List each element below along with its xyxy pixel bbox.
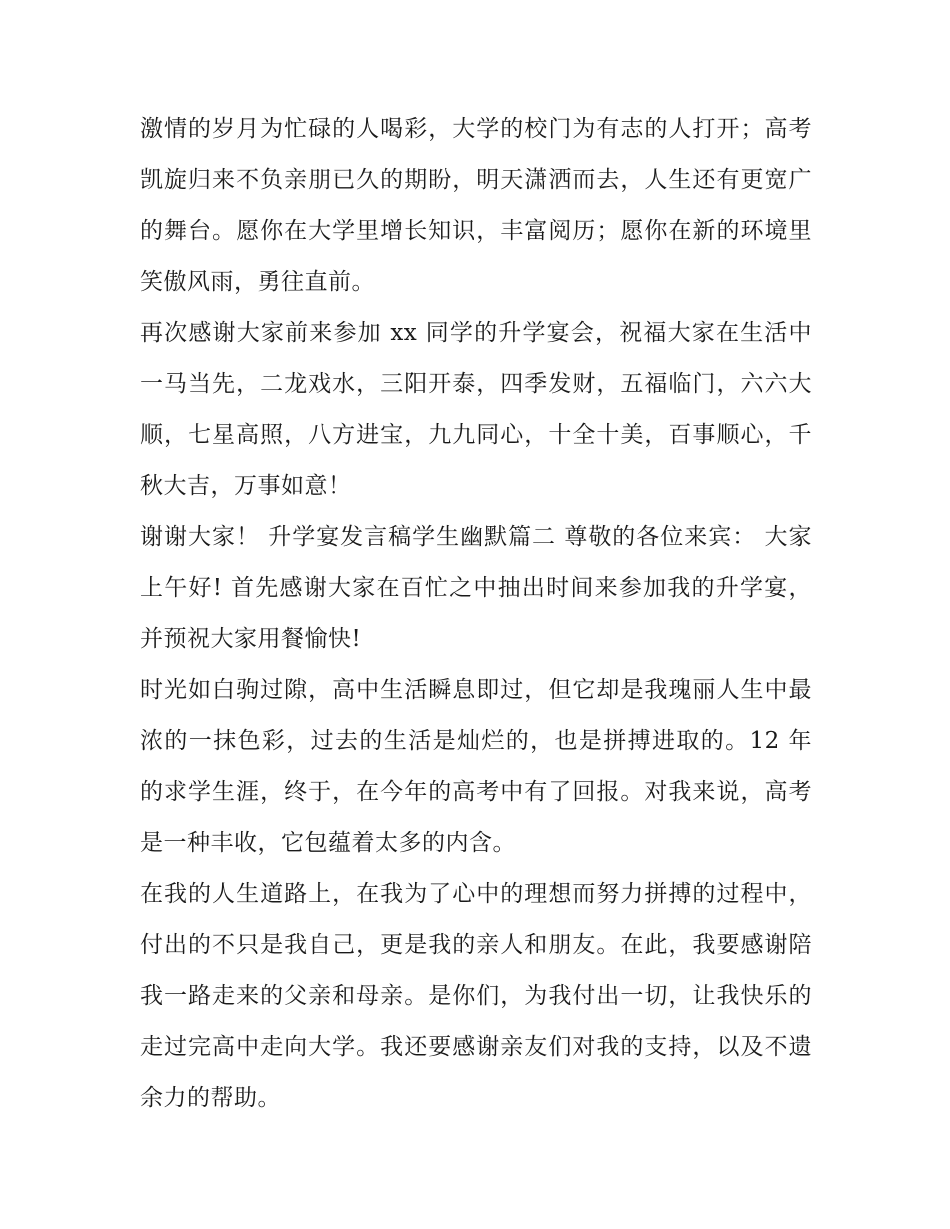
paragraph-2: 再次感谢大家前来参加 xx 同学的升学宴会，祝福大家在生活中一马当先，二龙戏水，三阳开泰，四季发财，五福临门，六六大顺，七星高照，八方进宝，九九同心，十全十美，百事顺心，千秋大吉，万事如意！ [140, 320, 812, 499]
paragraph-4: 时光如白驹过隙，高中生活瞬息即过，但它却是我瑰丽人生中最浓的一抹色彩，过去的生活是灿烂的，也是拼搏进取的。12 年的求学生涯，终于，在今年的高考中有了回报。对我来说，高考是一种丰收，它包蕴着太多的内含。 [140, 677, 812, 856]
document-body [140, 104, 812, 1124]
paragraph-3: 谢谢大家！ 升学宴发言稿学生幽默篇二 尊敬的各位来宾： 大家上午好! 首先感谢大家在百忙之中抽出时间来参加我的升学宴，并预祝大家用餐愉快! [140, 524, 812, 652]
paragraph-5: 在我的人生道路上，在我为了心中的理想而努力拼搏的过程中，付出的不只是我自己，更是我的亲人和朋友。在此，我要感谢陪我一路走来的父亲和母亲。是你们，为我付出一切，让我快乐的走过完高中走向大学。我还要感谢亲友们对我的支持，以及不遗余力的帮助。 [140, 881, 812, 1111]
paragraph-1: 激情的岁月为忙碌的人喝彩，大学的校门为有志的人打开；高考凯旋归来不负亲朋已久的期盼，明天潇洒而去，人生还有更宽广的舞台。愿你在大学里增长知识，丰富阅历；愿你在新的环境里笑傲风雨，勇往直前。 [140, 116, 812, 295]
